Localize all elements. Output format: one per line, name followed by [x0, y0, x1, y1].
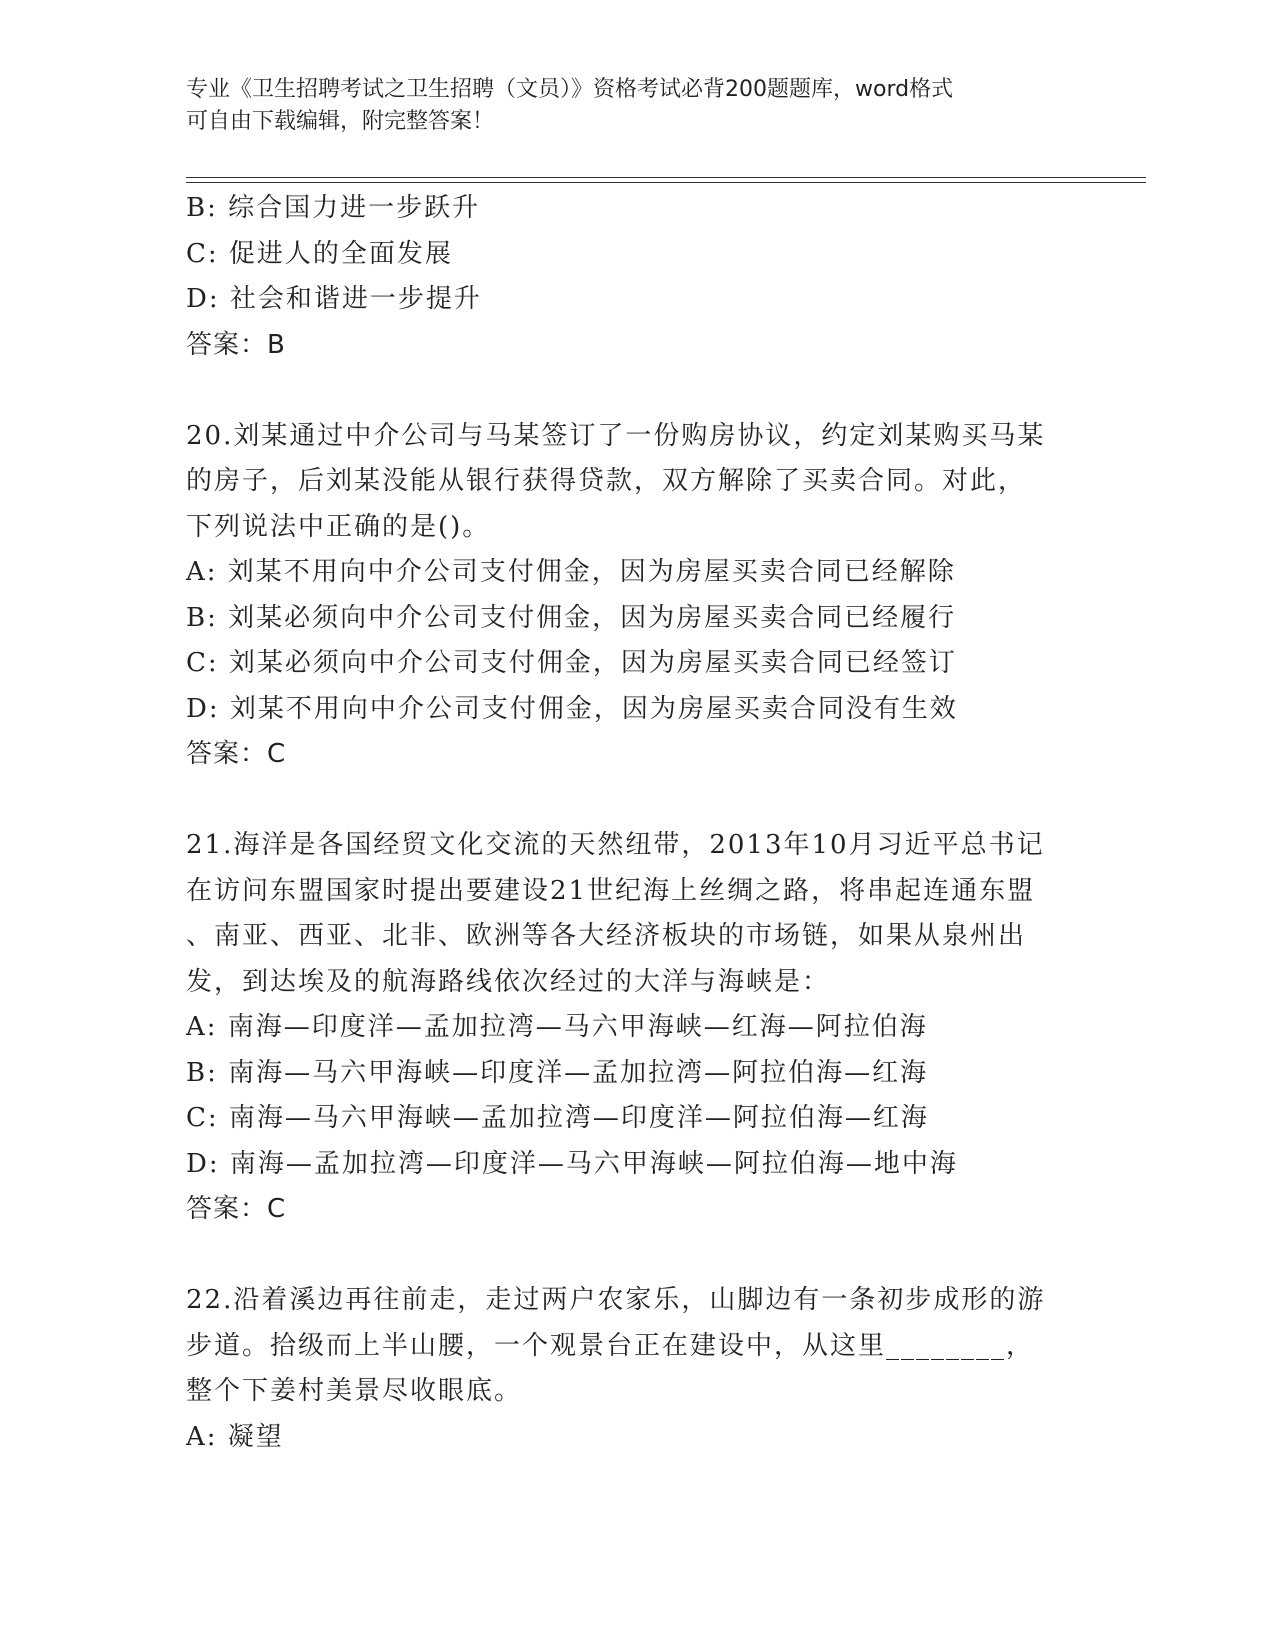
question-20-option-c: C: 刘某必须向中介公司支付佣金，因为房屋买卖合同已经签订 — [186, 648, 957, 678]
header-divider-top — [186, 177, 1146, 178]
question-22-stem-line-1: 22.沿着溪边再往前走，走过两户农家乐，山脚边有一条初步成形的游 — [186, 1285, 1046, 1315]
question-21-option-a: A: 南海—印度洋—孟加拉湾—马六甲海峡—红海—阿拉伯海 — [186, 1012, 928, 1042]
question-21 — [186, 823, 1086, 1233]
question-22-stem-line-2: 步道。拾级而上半山腰，一个观景台正在建设中，从这里________， — [186, 1330, 1035, 1361]
question-20-stem-line-2: 的房子，后刘某没能从银行获得贷款，双方解除了买卖合同。对此， — [186, 466, 1027, 496]
question-20-option-a: A: 刘某不用向中介公司支付佣金，因为房屋买卖合同已经解除 — [186, 557, 956, 587]
question-19-option-b: B: 综合国力进一步跃升 — [186, 193, 481, 223]
question-22-stem-line-3: 整个下姜村美景尽收眼底。 — [186, 1376, 523, 1406]
header-divider-bottom — [186, 182, 1146, 183]
question-20-option-b: B: 刘某必须向中介公司支付佣金，因为房屋买卖合同已经履行 — [186, 602, 957, 633]
question-21-stem-line-2: 在访问东盟国家时提出要建设21世纪海上丝绸之路，将串起连通东盟 — [186, 875, 1036, 906]
question-20-stem-line-3: 下列说法中正确的是()。 — [186, 511, 491, 542]
question-21-stem-line-4: 发，到达埃及的航海路线依次经过的大洋与海峡是： — [186, 966, 831, 997]
question-19-option-c: C: 促进人的全面发展 — [186, 238, 453, 269]
question-21-answer: 答案：C — [186, 1194, 287, 1224]
question-21-option-d: D: 南海—孟加拉湾—印度洋—马六甲海峡—阿拉伯海—地中海 — [186, 1148, 958, 1179]
header-title-line-2: 可自由下载编辑，附完整答案！ — [186, 109, 495, 134]
question-21-stem-line-3: 、南亚、西亚、北非、欧洲等各大经济板块的市场链，如果从泉州出 — [186, 921, 1027, 951]
question-content — [186, 186, 1086, 1460]
question-19-continued — [186, 186, 1086, 368]
spacer — [186, 368, 1086, 414]
header-title-line-1: 专业《卫生招聘考试之卫生招聘（文员）》资格考试必背200题题库，word格式 — [186, 77, 954, 102]
question-19-answer: 答案：B — [186, 329, 286, 360]
question-19-option-d: D: 社会和谐进一步提升 — [186, 284, 482, 314]
question-20 — [186, 414, 1086, 778]
question-20-stem-line-1: 20.刘某通过中介公司与马某签订了一份购房协议，约定刘某购买马某 — [186, 420, 1046, 451]
question-21-stem-line-1: 21.海洋是各国经贸文化交流的天然纽带，2013年10月习近平总书记 — [186, 830, 1045, 860]
question-20-option-d: D: 刘某不用向中介公司支付佣金，因为房屋买卖合同没有生效 — [186, 693, 958, 724]
spacer — [186, 778, 1086, 824]
question-21-option-b: B: 南海—马六甲海峡—印度洋—孟加拉湾—阿拉伯海—红海 — [186, 1057, 929, 1088]
question-21-option-c: C: 南海—马六甲海峡—孟加拉湾—印度洋—阿拉伯海—红海 — [186, 1103, 929, 1133]
spacer — [186, 1233, 1086, 1279]
question-20-answer: 答案：C — [186, 739, 287, 769]
question-22 — [186, 1278, 1086, 1460]
question-22-option-a: A: 凝望 — [186, 1421, 284, 1452]
page-header — [186, 74, 1066, 138]
